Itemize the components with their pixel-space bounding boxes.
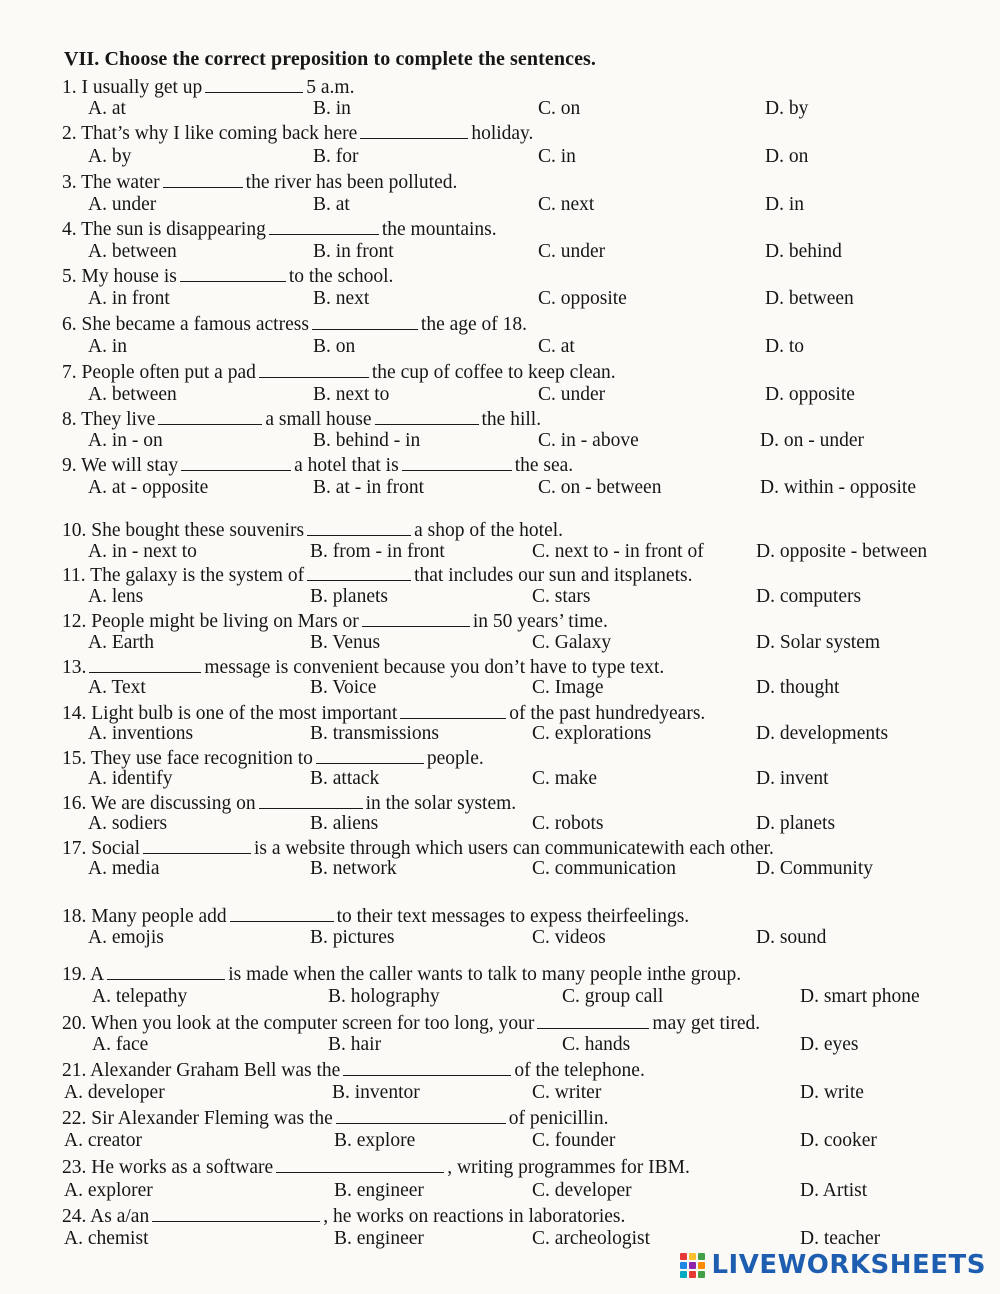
answer-blank[interactable]: [107, 962, 225, 980]
logo-square: [680, 1253, 687, 1260]
question-3: [62, 170, 962, 194]
answer-blank[interactable]: [259, 360, 369, 378]
option-d[interactable]: D. Artist: [800, 1180, 868, 1201]
question-text-end: of the telephone.: [514, 1060, 645, 1081]
question-text: 5. My house is: [62, 266, 177, 287]
question-text: 24. As a/an: [62, 1206, 150, 1227]
question-16: [62, 791, 962, 815]
answer-blank-2[interactable]: [375, 407, 479, 425]
options-12: [0, 632, 920, 656]
option-b[interactable]: B. next: [313, 288, 370, 309]
question-text-end: may get tired.: [652, 1013, 761, 1034]
question-text-end: in the solar system.: [365, 793, 517, 814]
option-c[interactable]: C. under: [538, 384, 606, 405]
option-c[interactable]: C. explorations: [532, 723, 652, 744]
logo-square: [689, 1271, 696, 1278]
answer-blank[interactable]: [259, 791, 363, 809]
option-a[interactable]: A. at: [88, 98, 126, 119]
option-d[interactable]: D. opposite: [765, 384, 855, 405]
answer-blank[interactable]: [316, 746, 424, 764]
option-b[interactable]: B. for: [313, 146, 359, 167]
options-19: [0, 986, 920, 1010]
logo-square: [689, 1262, 696, 1269]
question-14: [62, 701, 962, 725]
answer-blank[interactable]: [343, 1058, 511, 1076]
option-b[interactable]: B. engineer: [334, 1180, 424, 1201]
option-c[interactable]: C. at: [538, 336, 575, 357]
option-a[interactable]: A. sodiers: [88, 813, 168, 834]
footer-brand: [680, 1248, 986, 1282]
question-text-end: , he works on reactions in laboratories.: [323, 1206, 626, 1227]
option-b[interactable]: B. pictures: [310, 927, 395, 948]
option-b[interactable]: B. explore: [334, 1130, 416, 1151]
question-text-middle: a hotel that is: [294, 455, 399, 476]
option-d[interactable]: D. between: [765, 288, 854, 309]
options-3: [0, 194, 920, 218]
question-13: [62, 655, 962, 679]
option-a[interactable]: A. identify: [88, 768, 173, 789]
question-11: [62, 563, 962, 587]
answer-blank[interactable]: [312, 312, 418, 330]
options-18: [0, 927, 920, 951]
option-c[interactable]: C. developer: [532, 1180, 632, 1201]
answer-blank[interactable]: [362, 609, 470, 627]
option-c[interactable]: C. group call: [562, 986, 664, 1007]
option-d[interactable]: D. cooker: [800, 1130, 877, 1151]
question-text-end: people.: [426, 748, 484, 769]
option-c[interactable]: C. next to - in front of: [532, 541, 704, 562]
logo-square: [680, 1271, 687, 1278]
answer-blank-1[interactable]: [181, 453, 291, 471]
options-2: [0, 146, 920, 170]
question-text: 11. The galaxy is the system of: [62, 565, 305, 586]
option-b[interactable]: B. hair: [328, 1034, 382, 1055]
option-c[interactable]: C. opposite: [538, 288, 627, 309]
options-16: [0, 813, 920, 837]
option-a[interactable]: A. media: [88, 858, 160, 879]
option-a[interactable]: A. developer: [64, 1082, 165, 1103]
question-text: 4. The sun is disappearing: [62, 219, 266, 240]
options-9: [0, 477, 920, 501]
options-14: [0, 723, 920, 747]
option-a[interactable]: A. telepathy: [92, 986, 188, 1007]
answer-blank[interactable]: [205, 75, 303, 93]
answer-blank[interactable]: [269, 217, 379, 235]
option-d[interactable]: D. behind: [765, 241, 842, 262]
question-text-end: the river has been polluted.: [245, 172, 458, 193]
question-text-end: of the past hundredyears.: [509, 703, 706, 724]
liveworksheets-logo-icon: [680, 1253, 705, 1278]
option-c[interactable]: C. Image: [532, 677, 604, 698]
option-c[interactable]: C. on: [538, 98, 581, 119]
question-8: [62, 407, 962, 431]
option-b[interactable]: B. next to: [313, 384, 390, 405]
logo-square: [698, 1271, 705, 1278]
option-c[interactable]: C. next: [538, 194, 595, 215]
options-10: [0, 541, 928, 565]
question-text: 17. Social: [62, 838, 140, 859]
question-text: 9. We will stay: [62, 455, 179, 476]
options-8: [0, 430, 920, 454]
question-text-end: the hill.: [481, 409, 542, 430]
question-22: [62, 1106, 962, 1130]
option-a[interactable]: A. lens: [88, 586, 144, 607]
option-d[interactable]: D. on: [765, 146, 809, 167]
question-text: 3. The water: [62, 172, 160, 193]
option-b[interactable]: B. holography: [328, 986, 440, 1007]
option-a[interactable]: A. chemist: [64, 1228, 149, 1249]
question-text: 7. People often put a pad: [62, 362, 256, 383]
options-21: [0, 1082, 920, 1106]
question-text: 18. Many people add: [62, 906, 227, 927]
logo-square: [689, 1253, 696, 1260]
option-c[interactable]: C. make: [532, 768, 597, 789]
options-1: [0, 98, 920, 122]
question-6: [62, 312, 962, 336]
options-4: [0, 241, 920, 265]
option-b[interactable]: B. inventor: [332, 1082, 420, 1103]
option-c[interactable]: C. communication: [532, 858, 677, 879]
option-c[interactable]: C. archeologist: [532, 1228, 651, 1249]
question-text: 21. Alexander Graham Bell was the: [62, 1060, 341, 1081]
option-a[interactable]: A. emojis: [88, 927, 164, 948]
question-text: 8. They live: [62, 409, 156, 430]
option-a[interactable]: A. face: [92, 1034, 149, 1055]
brand-name: LIVEWORKSHEETS: [711, 1250, 986, 1280]
option-a[interactable]: A. Text: [88, 677, 146, 698]
option-d[interactable]: D. invent: [756, 768, 829, 789]
option-a[interactable]: A. between: [88, 384, 177, 405]
options-15: [0, 768, 920, 792]
answer-blank-2[interactable]: [402, 453, 512, 471]
question-text-end: the mountains.: [381, 219, 497, 240]
option-a[interactable]: A. explorer: [64, 1180, 153, 1201]
options-17: [0, 858, 920, 882]
option-b[interactable]: B. aliens: [310, 813, 379, 834]
option-d[interactable]: D. Community: [756, 858, 874, 879]
question-text-end: 5 a.m.: [306, 77, 355, 98]
question-text-end: message is convenient because you don’t have to type text.: [204, 657, 665, 678]
option-b[interactable]: B. in front: [313, 241, 394, 262]
question-text: 23. He works as a software: [62, 1157, 274, 1178]
option-d[interactable]: D. to: [765, 336, 804, 357]
question-text-end: of penicillin.: [508, 1108, 609, 1129]
option-d[interactable]: D. eyes: [800, 1034, 859, 1055]
option-d[interactable]: D. sound: [756, 927, 827, 948]
options-13: [0, 677, 920, 701]
question-5: [62, 264, 962, 288]
question-text: 2. That’s why I like coming back here: [62, 123, 358, 144]
option-b[interactable]: B. attack: [310, 768, 380, 789]
option-c[interactable]: C. in: [538, 146, 576, 167]
option-c[interactable]: C. in - above: [538, 430, 639, 451]
option-c[interactable]: C. founder: [532, 1130, 616, 1151]
option-b[interactable]: B. from - in front: [310, 541, 445, 562]
question-12: [62, 609, 962, 633]
option-c[interactable]: C. videos: [532, 927, 606, 948]
question-text-end: the age of 18.: [420, 314, 528, 335]
options-11: [0, 586, 920, 610]
question-17: [62, 836, 962, 860]
question-23: [62, 1155, 962, 1179]
option-c[interactable]: C. on - between: [538, 477, 662, 498]
question-19: [62, 962, 962, 986]
option-c[interactable]: C. stars: [532, 586, 591, 607]
options-6: [0, 336, 920, 360]
answer-blank[interactable]: [143, 836, 251, 854]
answer-blank[interactable]: [276, 1155, 444, 1173]
option-d[interactable]: D. within - opposite: [760, 477, 916, 498]
question-4: [62, 217, 962, 241]
answer-blank[interactable]: [537, 1011, 649, 1029]
question-9: [62, 453, 962, 477]
question-text-end: the cup of coffee to keep clean.: [371, 362, 616, 383]
option-a[interactable]: A. inventions: [88, 723, 194, 744]
question-text-end: in 50 years’ time.: [472, 611, 608, 632]
options-7: [0, 384, 920, 408]
question-text: 20. When you look at the computer screen for too long, your: [62, 1013, 535, 1034]
question-text-end: the sea.: [514, 455, 574, 476]
question-20: [62, 1011, 962, 1035]
question-text-end: is made when the caller wants to talk to many people inthe group.: [228, 964, 742, 985]
question-text: 22. Sir Alexander Fleming was the: [62, 1108, 333, 1129]
page-title: VII. Choose the correct preposition to complete the sentences.: [64, 48, 597, 70]
option-d[interactable]: D. in: [765, 194, 804, 215]
question-text: 15. They use face recognition to: [62, 748, 313, 769]
answer-blank[interactable]: [89, 655, 201, 673]
option-a[interactable]: A. in: [88, 336, 127, 357]
option-b[interactable]: B. Venus: [310, 632, 381, 653]
question-text-end: is a website through which users can communicatewith each other.: [254, 838, 774, 859]
answer-blank[interactable]: [307, 563, 411, 581]
question-text: 6. She became a famous actress: [62, 314, 309, 335]
question-text: 10. She bought these souvenirs: [62, 520, 305, 541]
options-20: [0, 1034, 920, 1058]
question-text: 14. Light bulb is one of the most important: [62, 703, 398, 724]
option-a[interactable]: A. under: [88, 194, 157, 215]
option-b[interactable]: B. on: [313, 336, 356, 357]
option-a[interactable]: A. between: [88, 241, 177, 262]
option-b[interactable]: B. planets: [310, 586, 388, 607]
question-text: 12. People might be living on Mars or: [62, 611, 359, 632]
option-d[interactable]: D. write: [800, 1082, 864, 1103]
answer-blank[interactable]: [180, 264, 286, 282]
option-c[interactable]: C. robots: [532, 813, 604, 834]
question-1: [62, 75, 962, 99]
option-a[interactable]: A. creator: [64, 1130, 142, 1151]
option-b[interactable]: B. at: [313, 194, 350, 215]
option-b[interactable]: B. behind - in: [313, 430, 421, 451]
question-text-end: , writing programmes for IBM.: [447, 1157, 690, 1178]
question-text-end: that includes our sun and itsplanets.: [414, 565, 693, 586]
logo-square: [698, 1262, 705, 1269]
question-text-end: holiday.: [471, 123, 534, 144]
option-d[interactable]: D. planets: [756, 813, 836, 834]
answer-blank[interactable]: [400, 701, 506, 719]
question-text-middle: a small house: [265, 409, 372, 430]
options-22: [0, 1130, 920, 1154]
answer-blank[interactable]: [307, 518, 411, 536]
option-a[interactable]: A. by: [88, 146, 132, 167]
options-5: [0, 288, 920, 312]
answer-blank[interactable]: [152, 1204, 320, 1222]
option-d[interactable]: D. Solar system: [756, 632, 881, 653]
option-b[interactable]: B. Voice: [310, 677, 377, 698]
option-a[interactable]: A. in - next to: [88, 541, 197, 562]
option-c[interactable]: C. under: [538, 241, 606, 262]
question-text: 16. We are discussing on: [62, 793, 256, 814]
logo-square: [680, 1262, 687, 1269]
option-a[interactable]: A. at - opposite: [88, 477, 209, 498]
question-24: [62, 1204, 962, 1228]
answer-blank[interactable]: [336, 1106, 506, 1124]
question-15: [62, 746, 962, 770]
question-text-end: to their text messages to expess theirfeelings.: [336, 906, 690, 927]
question-2: [62, 121, 962, 145]
question-text: 1. I usually get up: [62, 77, 203, 98]
option-c[interactable]: C. writer: [532, 1082, 602, 1103]
option-d[interactable]: D. by: [765, 98, 809, 119]
option-d[interactable]: D. developments: [756, 723, 889, 744]
options-23: [0, 1180, 920, 1204]
question-text-end: a shop of the hotel.: [414, 520, 564, 541]
option-d[interactable]: D. thought: [756, 677, 840, 698]
question-text: 19. A: [62, 964, 105, 985]
question-21: [62, 1058, 962, 1082]
option-d[interactable]: D. opposite - between: [756, 541, 928, 562]
question-10: [62, 518, 962, 542]
option-b[interactable]: B. network: [310, 858, 397, 879]
option-a[interactable]: A. in - on: [88, 430, 163, 451]
option-a[interactable]: A. in front: [88, 288, 170, 309]
option-b[interactable]: B. in: [313, 98, 351, 119]
option-d[interactable]: D. computers: [756, 586, 862, 607]
question-text-end: to the school.: [288, 266, 394, 287]
question-text: 13.: [62, 657, 87, 678]
option-c[interactable]: C. Galaxy: [532, 632, 612, 653]
option-b[interactable]: B. transmissions: [310, 723, 439, 744]
option-d[interactable]: D. teacher: [800, 1228, 881, 1249]
answer-blank[interactable]: [230, 904, 334, 922]
question-18: [62, 904, 962, 928]
answer-blank[interactable]: [360, 121, 468, 139]
option-c[interactable]: C. hands: [562, 1034, 631, 1055]
option-b[interactable]: B. at - in front: [313, 477, 425, 498]
option-d[interactable]: D. smart phone: [800, 986, 920, 1007]
question-7: [62, 360, 962, 384]
option-a[interactable]: A. Earth: [88, 632, 155, 653]
option-b[interactable]: B. engineer: [334, 1228, 424, 1249]
logo-square: [698, 1253, 705, 1260]
option-d[interactable]: D. on - under: [760, 430, 864, 451]
answer-blank[interactable]: [163, 170, 243, 188]
answer-blank-1[interactable]: [158, 407, 262, 425]
